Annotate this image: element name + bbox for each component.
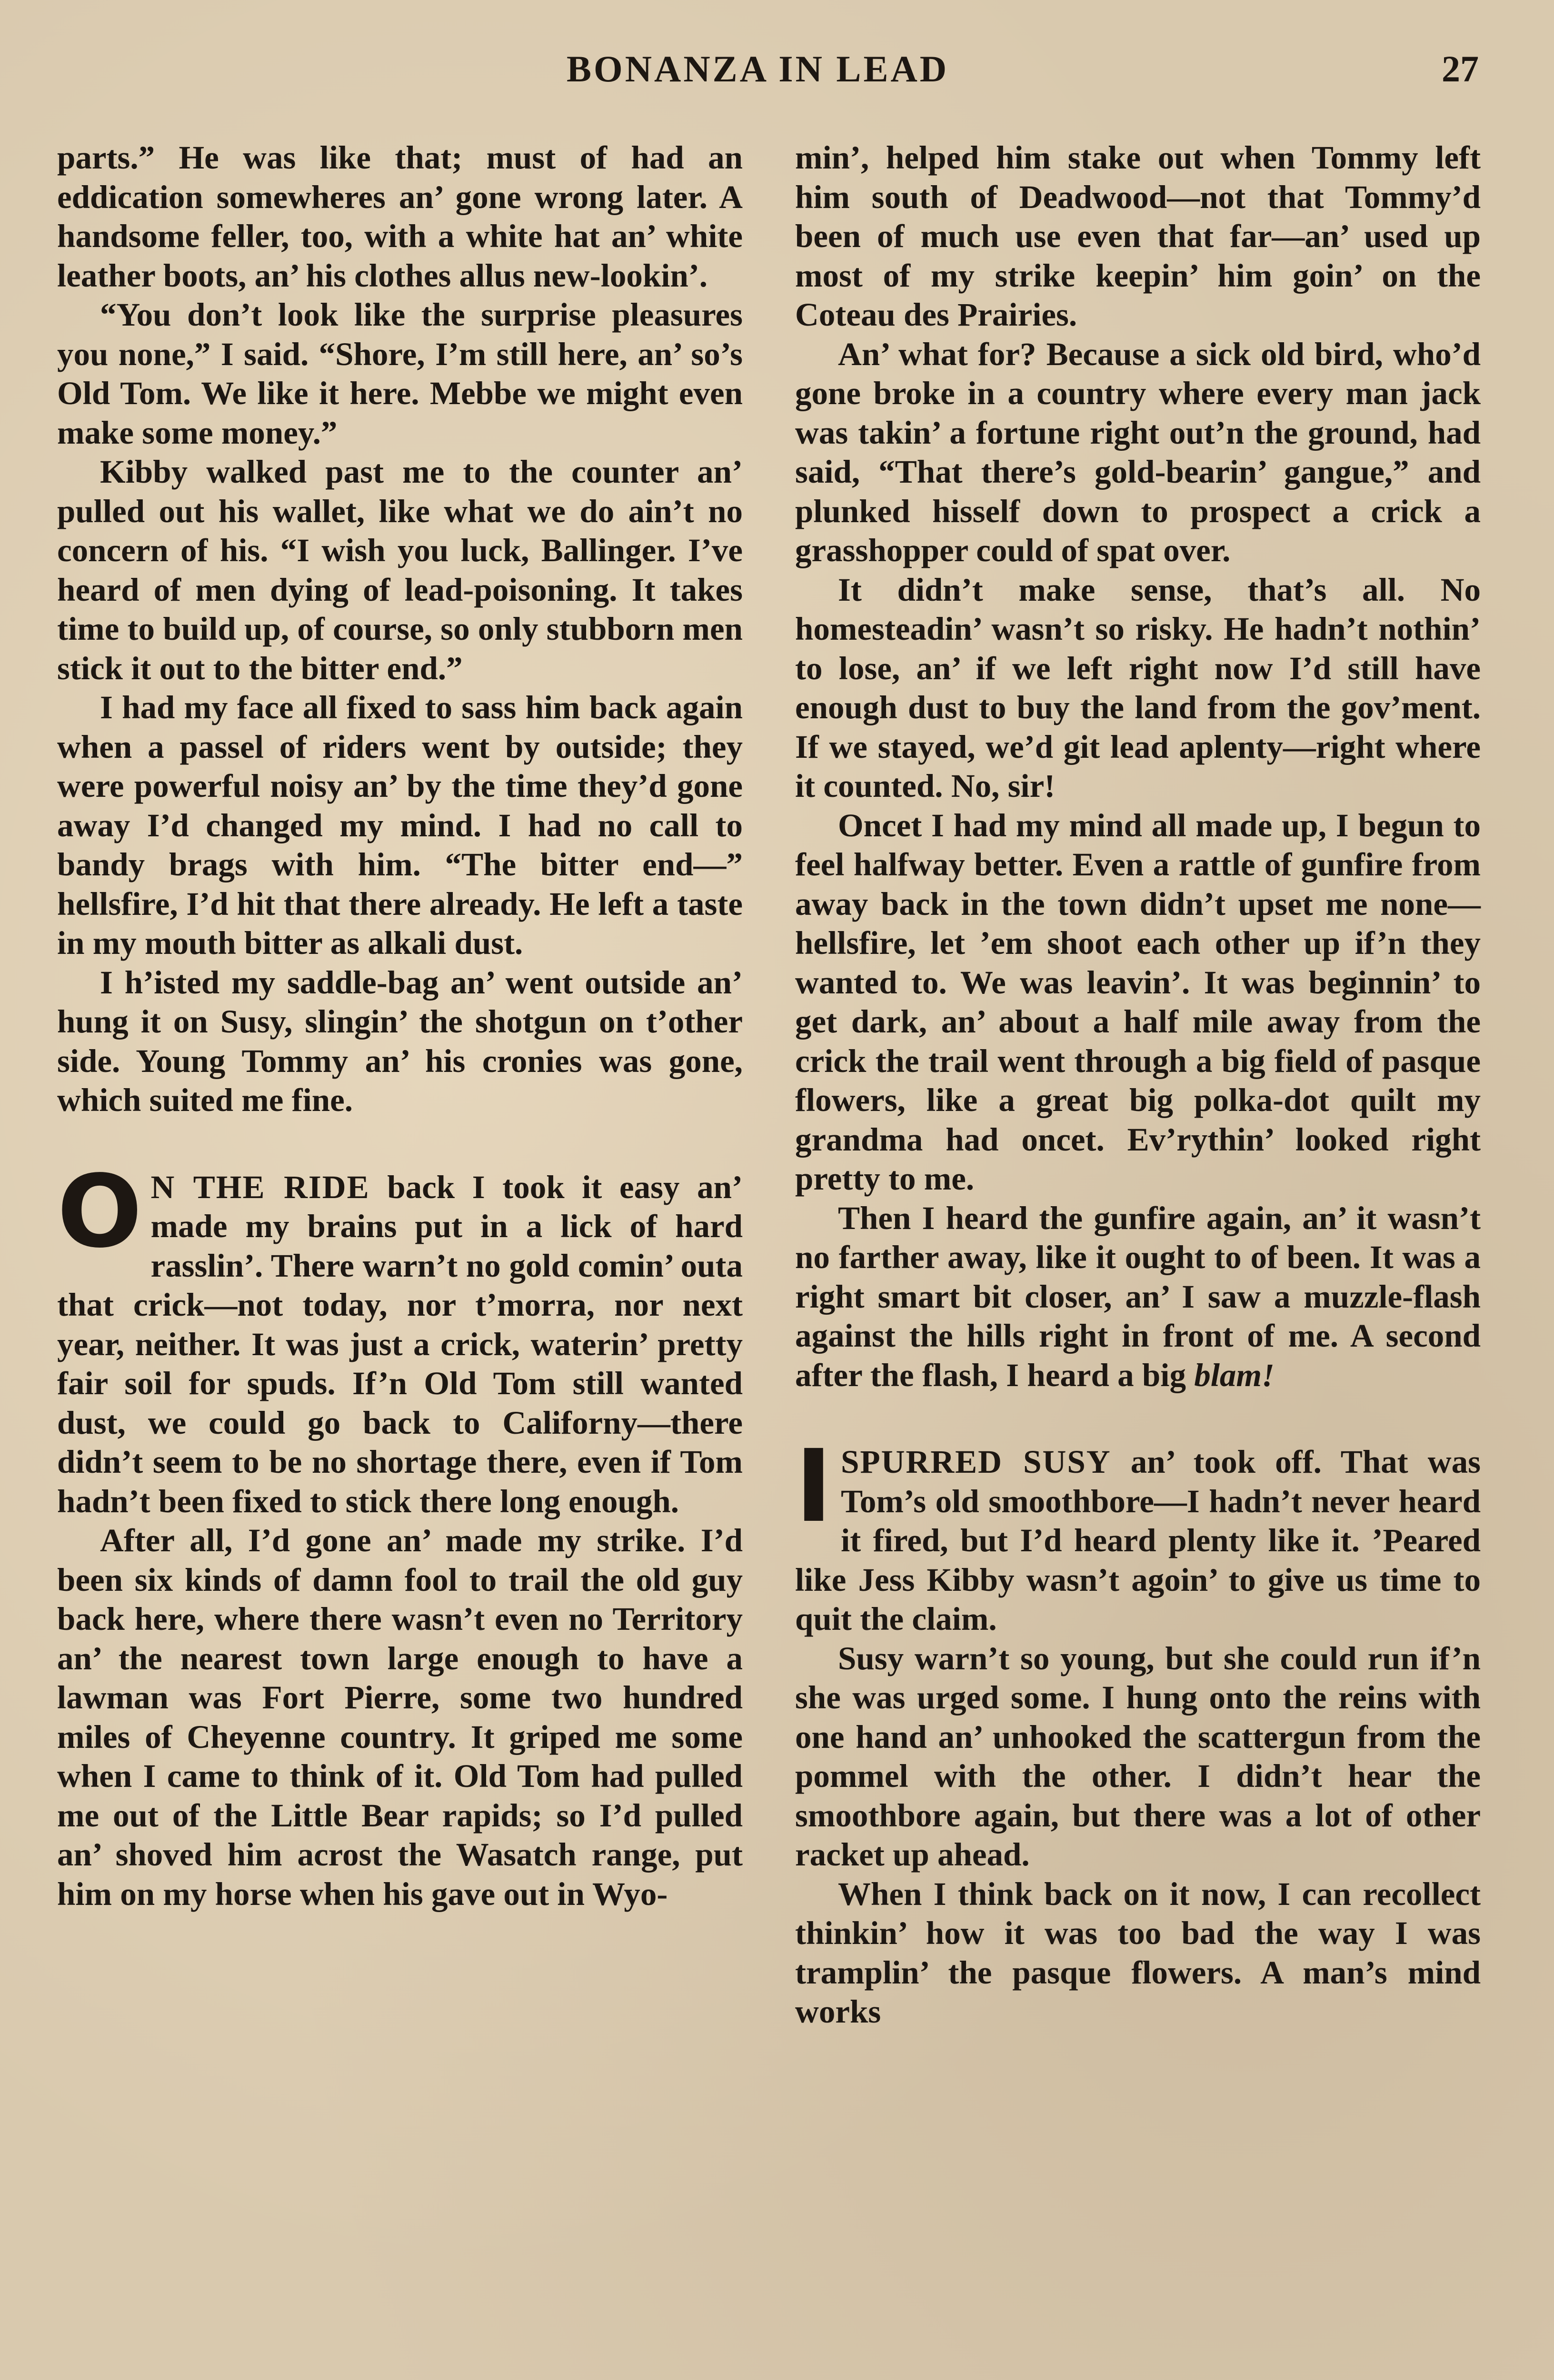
- page-number: 27: [1442, 48, 1479, 89]
- drop-cap: I: [795, 1428, 833, 1545]
- paragraph-text: Then I heard the gunfire again, an’ it wasn’t no farther away, like it ought to of been. It was a right smart bit closer, an’ I saw a muzzle-flash against the hills right in front of me. A second after the flash, I heard a big: [795, 1200, 1481, 1393]
- paragraph: An’ what for? Because a sick old bird, who’d gone broke in a country where every man jack was takin’ a fortune right out’n the ground, had said, “That there’s gold-bearin’ gangue,” and plunked hisself down to prospect a crick a grasshopper could of spat over.: [795, 336, 1481, 568]
- section-lead: SPURRED SUSY: [841, 1444, 1111, 1480]
- page-header: [0, 48, 1554, 95]
- section-lead: N THE RIDE: [150, 1169, 370, 1205]
- section-opening: [795, 1428, 1481, 1639]
- running-title: BONANZA IN LEAD: [567, 48, 949, 89]
- drop-cap: O: [57, 1153, 142, 1270]
- paragraph: I had my face all fixed to sass him back again when a passel of riders went by outside; they were powerful noisy an’ by the time they’d gone away I’d changed my mind. I had no call to bandy brags with him. “The bitter end—” hellsfire, I’d hit that there already. He left a taste in my mouth bitter as alkali dust.: [57, 689, 743, 961]
- paragraph: Kibby walked past me to the counter an’ pulled out his wallet, like what we do ain’t no concern of his. “I wish you luck, Ballinger. I’ve heard of men dying of lead-poisoning. It takes time to build up, of course, so only stubborn men stick it out to the bitter end.”: [57, 454, 743, 686]
- paragraph: When I think back on it now, I can recollect thinkin’ how it was too bad the way I was tramplin’ the pasque flowers. A man’s mind works: [795, 1875, 1481, 2030]
- paragraph: parts.” He was like that; must of had an eddication somewheres an’ gone wrong later. A handsome feller, too, with a white hat an’ white leather boots, an’ his clothes allus new-lookin’.: [57, 139, 743, 294]
- section-opening: [57, 1153, 743, 1521]
- emphasis: blam!: [1194, 1357, 1275, 1393]
- paragraph: [795, 1199, 1481, 1395]
- paragraph: Oncet I had my mind all made up, I begun to feel halfway better. Even a rattle of gunfire from away back in the town didn’t upset me none—hellsfire, let ’em shoot each other up if’n they wanted to. We was leavin’. It was beginnin’ to get dark, an’ about a half mile away from the crick the trail went through a big field of pasque flowers, like a great big polka-dot quilt my grandma had oncet. Ev’rythin’ looked right pretty to me.: [795, 807, 1481, 1197]
- paragraph: It didn’t make sense, that’s all. No homesteadin’ wasn’t so risky. He hadn’t nothin’ to lose, an’ if we left right now I’d still have enough dust to buy the land from the gov’ment. If we stayed, we’d git lead aplenty—right where it counted. No, sir!: [795, 571, 1481, 804]
- right-column: [795, 138, 1481, 2032]
- section-text: an’ took off. That was Tom’s old smoothbore—I hadn’t never heard it fired, but I’d heard plenty like it. ’Peared like Jess Kibby wasn’t agoin’ to give us time to quit the claim.: [795, 1444, 1481, 1637]
- paragraph: I h’isted my saddle-bag an’ went outside an’ hung it on Susy, slingin’ the shotgun on t’other side. Young Tommy an’ his cronies was gone, which suited me fine.: [57, 964, 743, 1118]
- section-text: back I took it easy an’ made my brains put in a lick of hard rasslin’. There warn’t no gold comin’ outa that crick—not today, nor t’morra, nor next year, neither. It was just a crick, waterin’ pretty fair soil for spuds. If’n Old Tom still wanted dust, we could go back to Californy—there didn’t seem to be no shortage there, even if Tom hadn’t been fixed to stick there long enough.: [57, 1169, 743, 1519]
- paragraph: “You don’t look like the surprise pleasures you none,” I said. “Shore, I’m still here, an’ so’s Old Tom. We like it here. Mebbe we might even make some money.”: [57, 297, 743, 451]
- left-column: [57, 138, 743, 1914]
- paragraph: min’, helped him stake out when Tommy left him south of Deadwood—not that Tommy’d been of much use even that far—an’ used up most of my strike keepin’ him goin’ on the Coteau des Prairies.: [795, 139, 1481, 333]
- paragraph: After all, I’d gone an’ made my strike. I’d been six kinds of damn fool to trail the old guy back here, where there wasn’t even no Territory an’ the nearest town large enough to have a lawman was Fort Pierre, some two hundred miles of Cheyenne country. It griped me some when I came to think of it. Old Tom had pulled me out of the Little Bear rapids; so I’d pulled an’ shoved him acrost the Wasatch range, put him on my horse when his gave out in Wyo-: [57, 1522, 743, 1912]
- paragraph: Susy warn’t so young, but she could run if’n she was urged some. I hung onto the reins with one hand an’ unhooked the scattergun from the pommel with the other. I didn’t hear the smoothbore again, but there was a lot of other racket up ahead.: [795, 1640, 1481, 1873]
